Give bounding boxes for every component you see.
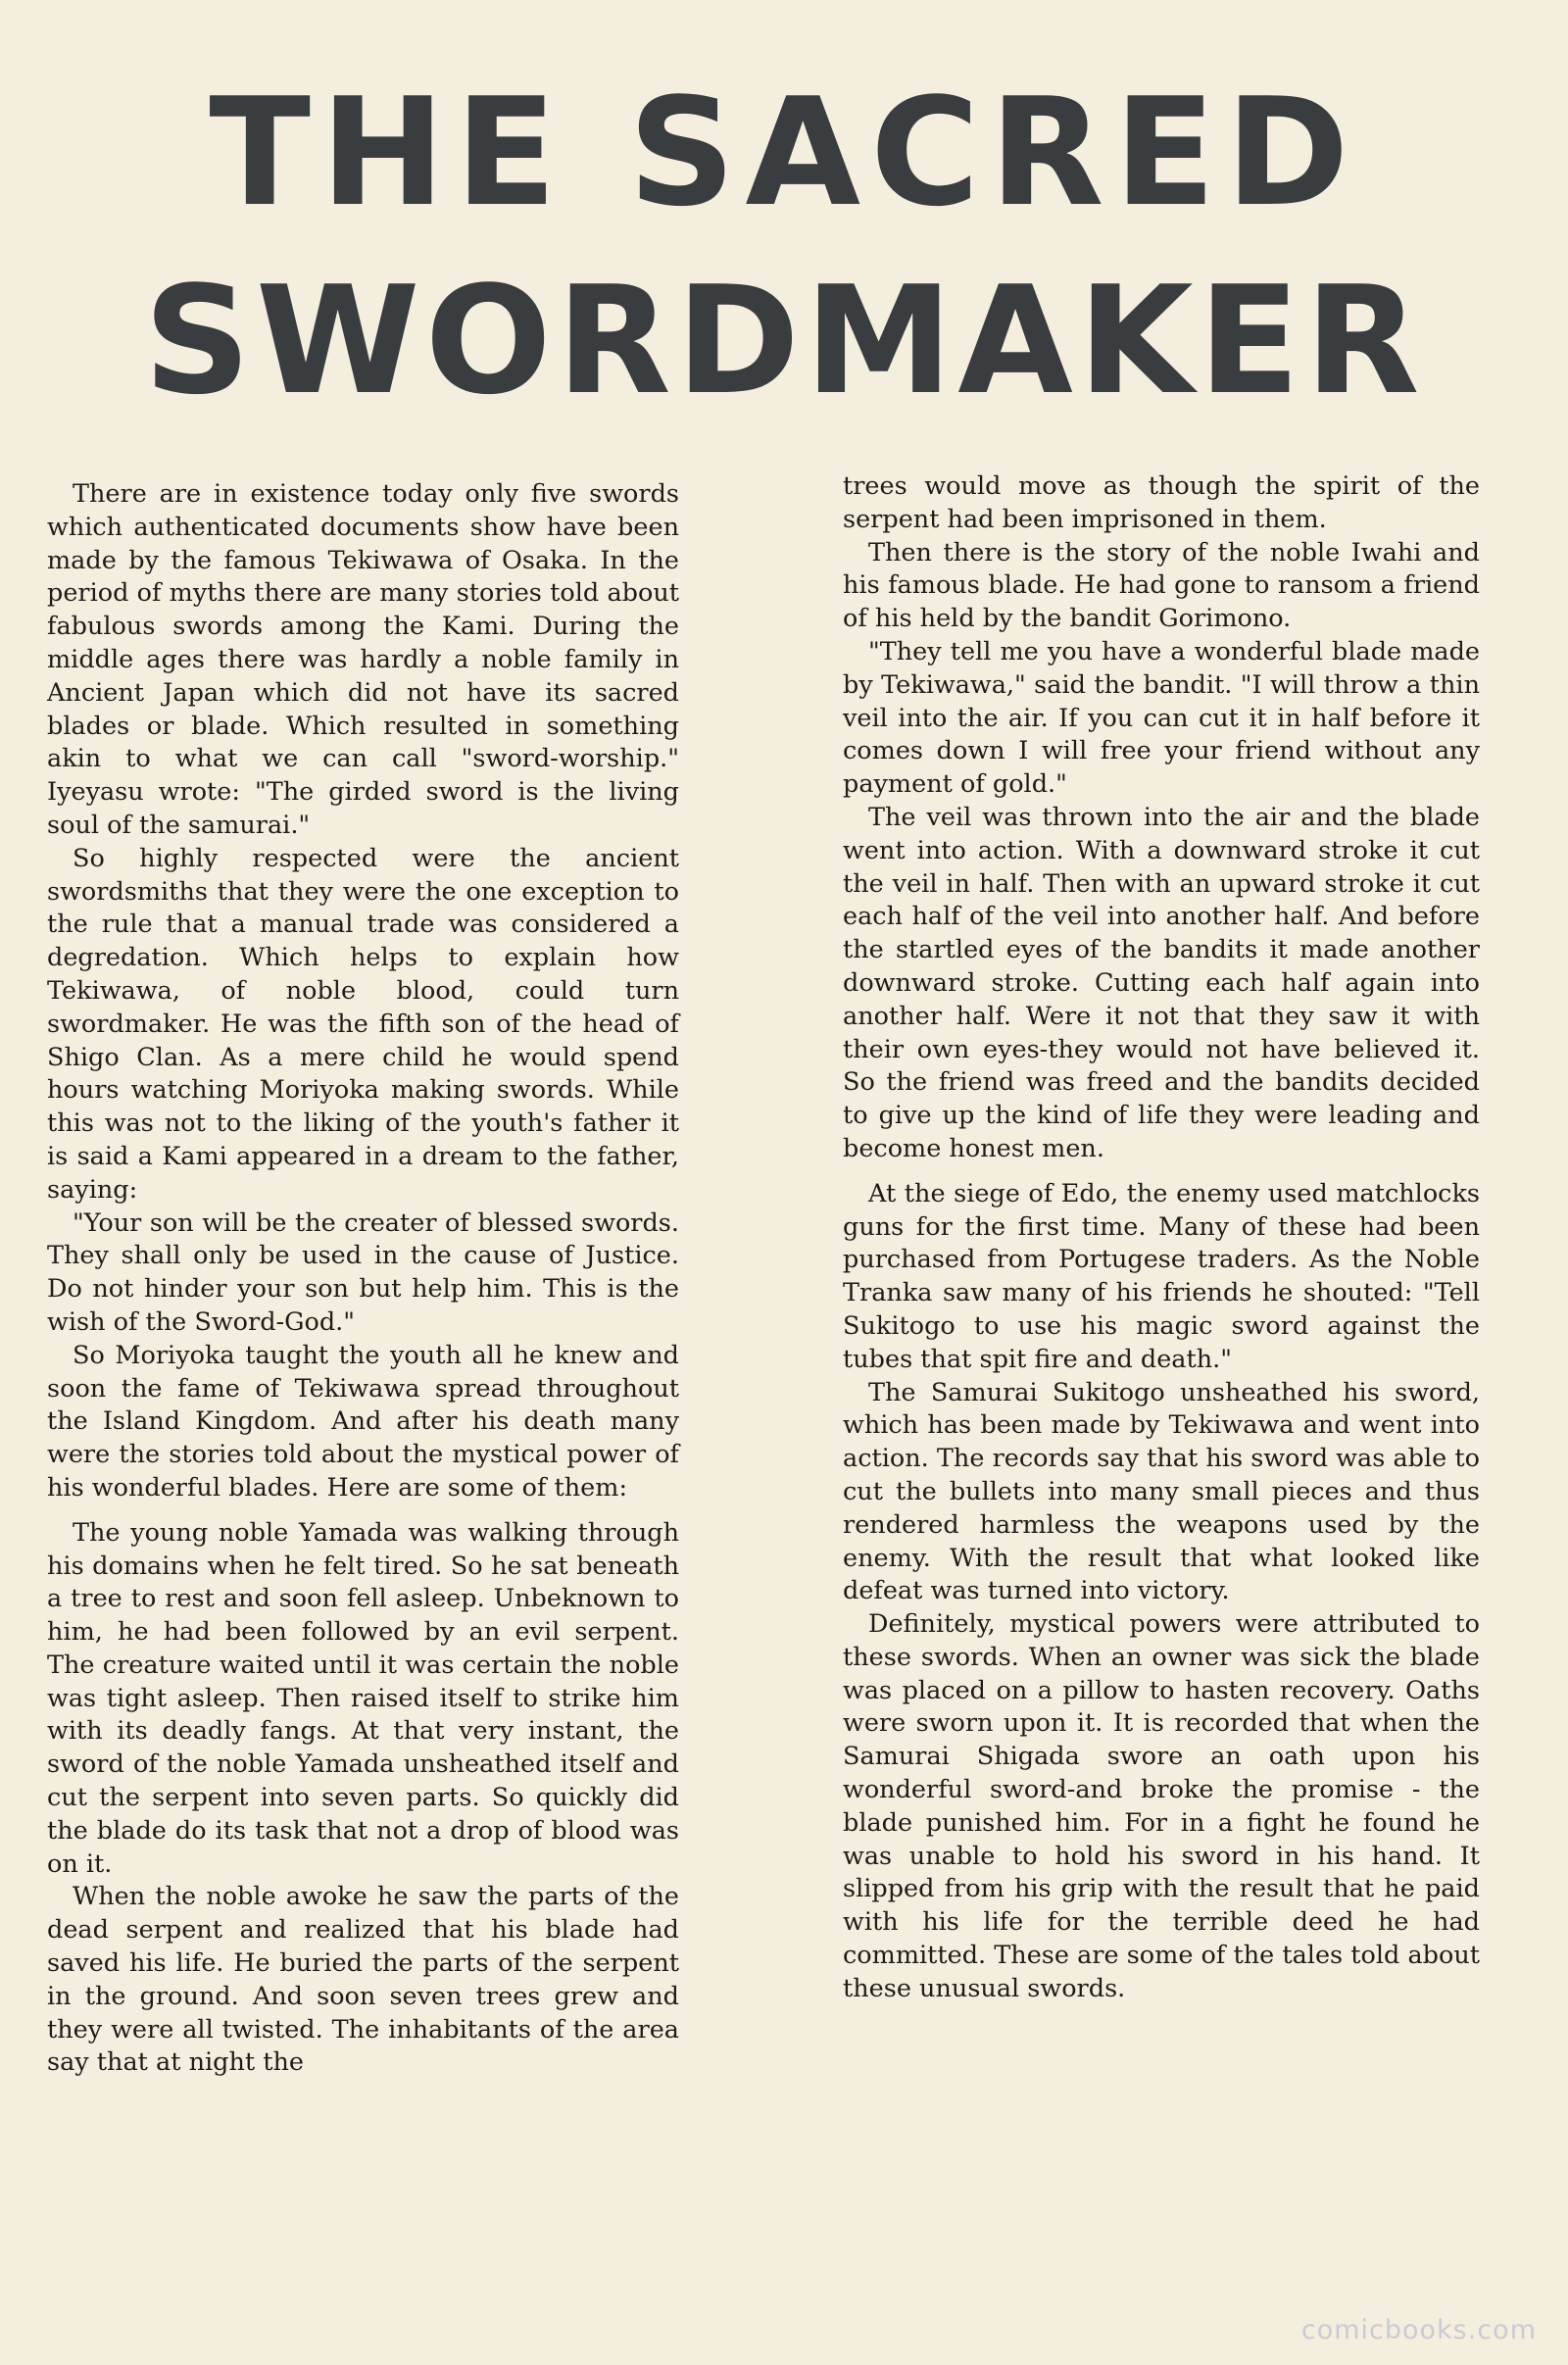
paragraph: The veil was thrown into the air and the blade went into action. With a downward stroke it cut the veil in half. Then with an upward stroke it cut each half of the veil into another half. And before the startled eyes of the bandits it made another downward stroke. Cutting each half again into another half. Were it not that they saw it with their own eyes-they would not have believed it. So the friend was freed and the bandits decided to give up the kind of life they were leading and become honest men. bbox=[843, 802, 1480, 1163]
paragraph: "They tell me you have a wonderful blade made by Tekiwawa," said the bandit. "I will throw a thin veil into the air. If you can cut it in half before it comes down I will free your friend without any payment of gold." bbox=[843, 636, 1480, 800]
paragraph: trees would move as though the spirit of the serpent had been imprisoned in them. bbox=[843, 471, 1480, 534]
paragraph: The Samurai Sukitogo unsheathed his sword, which has been made by Tekiwawa and went into action. The records say that his sword was able to cut the bullets into many small pieces and thus rendered harmless the weapons used by the enemy. With the result that what looked like defeat was turned into victory. bbox=[843, 1377, 1480, 1606]
article-title-line-2: SWORDMAKER bbox=[143, 254, 1425, 427]
paragraph: At the siege of Edo, the enemy used matchlocks guns for the first time. Many of these had been purchased from Portugese traders. As the Noble Tranka saw many of his friends he shouted: "Tell Sukitogo to use his magic sword against the tubes that spit fire and death." bbox=[843, 1178, 1480, 1374]
paragraph: Then there is the story of the noble Iwahi and his famous blade. He had gone to ransom a friend of his held by the bandit Gorimono. bbox=[843, 537, 1480, 634]
paragraph: There are in existence today only five swords which authenticated documents show have been made by the famous Tekiwawa of Osaka. In the period of myths there are many stories told about fabulous swords among the Kami. During the middle ages there was hardly a noble family in Ancient Japan which did not have its sacred blades or blade. Which resulted in something akin to what we can call "sword-worship." Iyeyasu wrote: "The girded sword is the living soul of the samurai." bbox=[47, 479, 679, 840]
paragraph: The young noble Yamada was walking through his domains when he felt tired. So he sat beneath a tree to rest and soon fell asleep. Unbeknown to him, he had been followed by an evil serpent. The creature waited until it was certain the noble was tight asleep. Then raised itself to strike him with its deadly fangs. At that very instant, the sword of the noble Yamada unsheathed itself and cut the serpent into seven parts. So quickly did the blade do its task that not a drop of blood was on it. bbox=[47, 1517, 679, 1879]
paragraph: So highly respected were the ancient swordsmiths that they were the one exception to the rule that a manual trade was considered a degredation. Which helps to explain how Tekiwawa, of noble blood, could turn swordmaker. He was the fifth son of the head of Shigo Clan. As a mere child he would spend hours watching Moriyoka making swords. While this was not to the liking of the youth's father it is said a Kami appeared in a dream to the father, saying: bbox=[47, 843, 679, 1205]
watermark: comicbooks.com bbox=[1300, 2315, 1537, 2345]
right-text-column bbox=[843, 470, 1480, 2006]
paragraph: When the noble awoke he saw the parts of the dead serpent and realized that his blade had saved his life. He buried the parts of the serpent in the ground. And soon seven trees grew and they were all twisted. The inhabitants of the area say that at night the bbox=[47, 1882, 679, 2078]
paragraph: So Moriyoka taught the youth all he knew and soon the fame of Tekiwawa spread throughout the Island Kingdom. And after his death many were the stories told about the mystical power of his wonderful blades. Here are some of them: bbox=[47, 1340, 679, 1503]
left-text-column bbox=[47, 478, 679, 2080]
paragraph: "Your son will be the creater of blessed swords. They shall only be used in the cause of Justice. Do not hinder your son but help him. This is the wish of the Sword-God." bbox=[47, 1207, 679, 1337]
article-title-line-1: THE SACRED bbox=[209, 66, 1359, 239]
paragraph: Definitely, mystical powers were attributed to these swords. When an owner was sick the blade was placed on a pillow to hasten recovery. Oaths were sworn upon it. It is recorded that when the Samurai Shigada swore an oath upon his wonderful sword-and broke the promise - the blade punished him. For in a fight he found he was unable to hold his sword in his hand. It slipped from his grip with the result that he paid with his life for the terrible deed he had committed. These are some of the tales told about these unusual swords. bbox=[843, 1609, 1480, 2003]
